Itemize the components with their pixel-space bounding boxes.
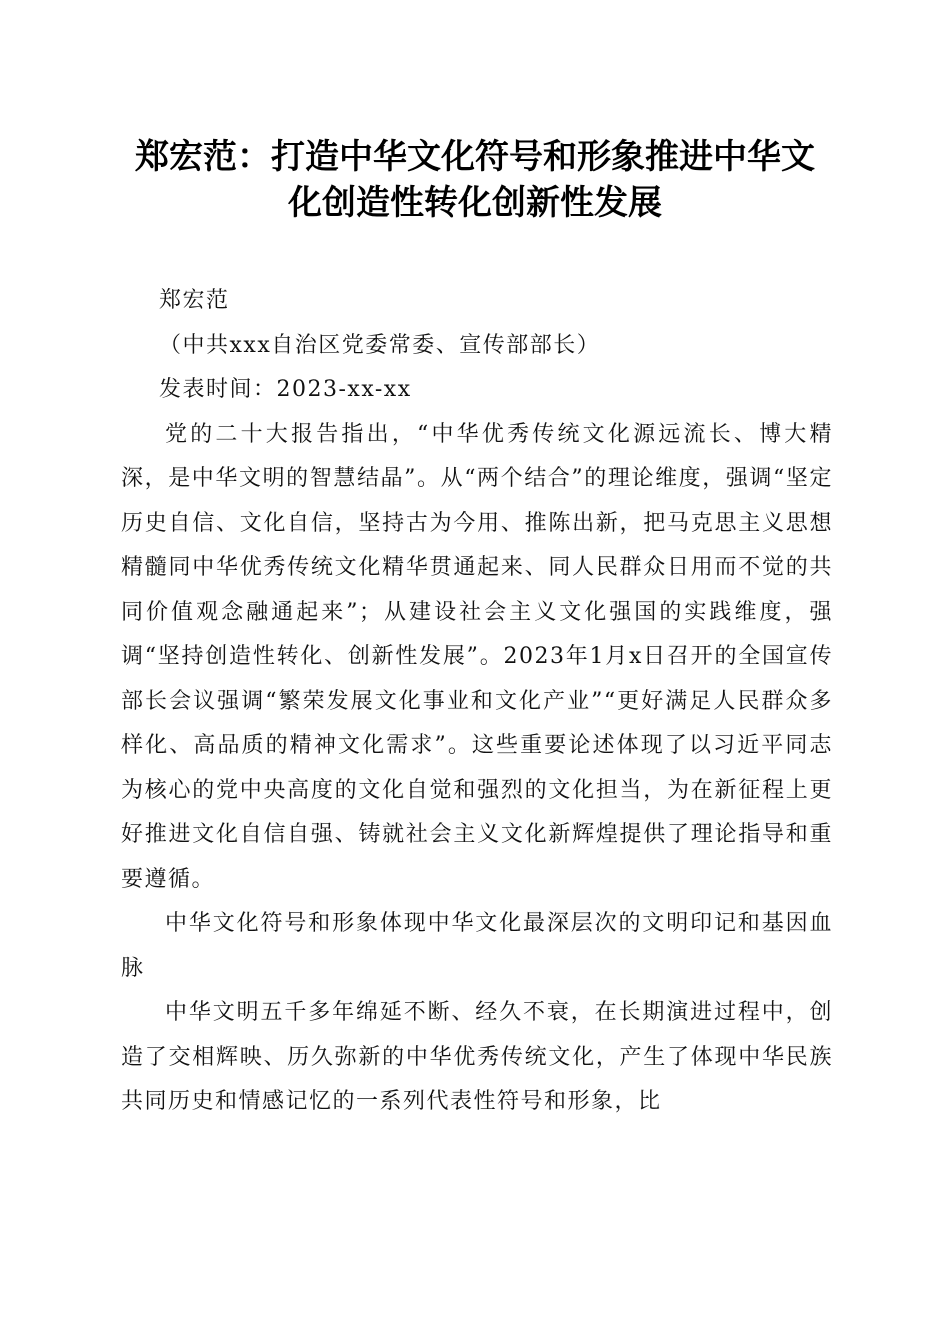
section-heading: 中华文化符号和形象体现中华文化最深层次的文明印记和基因血脉: [121, 911, 833, 981]
author-name: 郑宏范: [159, 288, 230, 313]
title-line-1: 郑宏范：打造中华文化符号和形象推进中华文: [135, 137, 815, 177]
article-body: [121, 279, 833, 1125]
paragraph-2: 中华文明五千多年绵延不断、经久不衰，在长期演进过程中，创造了交相辉映、历久弥新的中华优秀传统文化，产生了体现中华民族共同历史和情感记忆的一系列代表性符号和形象，比: [121, 1000, 833, 1114]
title-line-2: 化创造性转化创新性发展: [288, 183, 662, 223]
paragraph-1: 党的二十大报告指出，“中华优秀传统文化源远流长、博大精深，是中华文明的智慧结晶”。从“两个结合”的理论维度，强调“坚定历史自信、文化自信，坚持古为今用、推陈出新，把马克思主义思想精髓同中华优秀传统文化精华贯通起来、同人民群众日用而不觉的共同价值观念融通起来”；从建设社会主义文化强国的实践维度，强调“坚持创造性转化、创新性发展”。2023年1月x日召开的全国宣传部长会议强调“繁荣发展文化事业和文化产业”“更好满足人民群众多样化、高品质的精神文化需求”。这些重要论述体现了以习近平同志为核心的党中央高度的文化自觉和强烈的文化担当，为在新征程上更好推进文化自信自强、铸就社会主义文化新辉煌提供了理论指导和重要遵循。: [121, 421, 833, 892]
publish-date: 发表时间：2023-xx-xx: [159, 377, 412, 402]
page-title: [100, 134, 850, 226]
author-affiliation: （中共xxx自治区党委常委、宣传部部长）: [159, 332, 601, 358]
